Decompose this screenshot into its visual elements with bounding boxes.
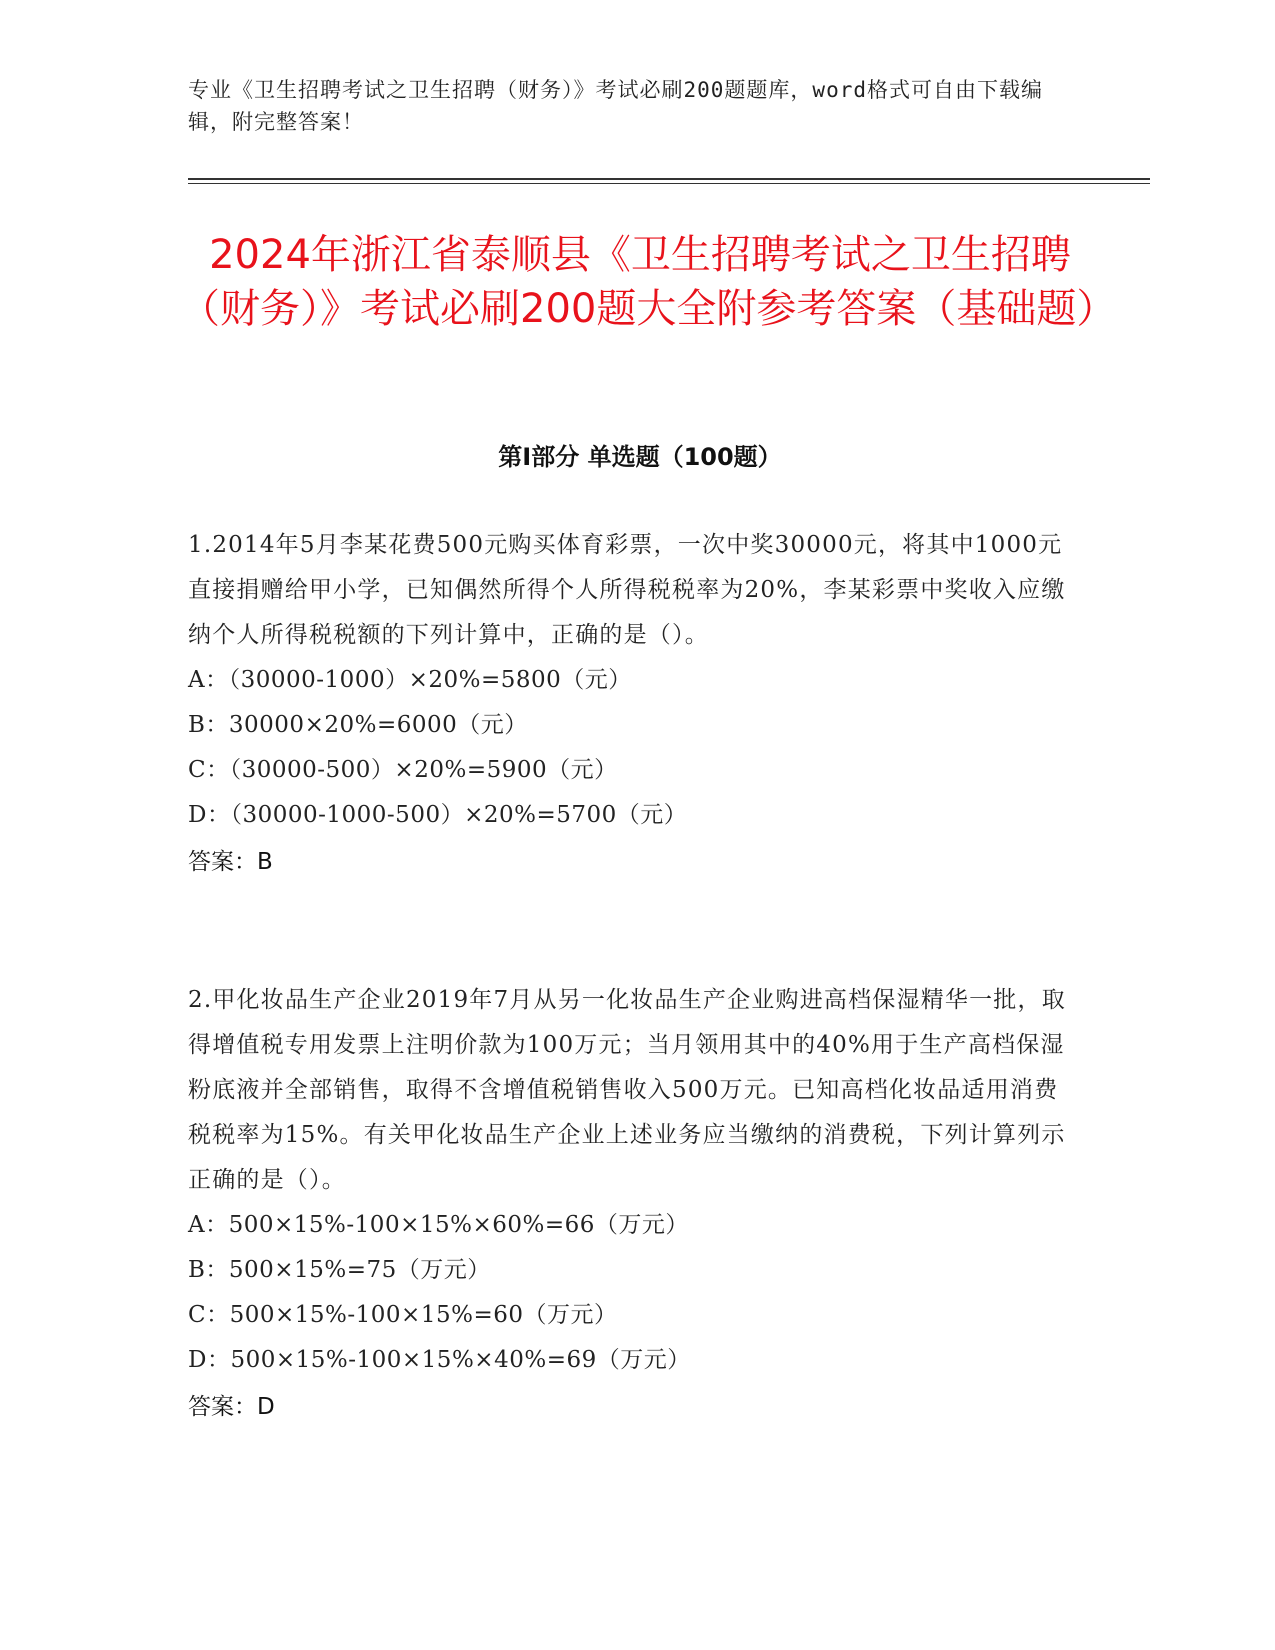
option-c: C：（30000-500）×20%=5900（元） [188, 757, 618, 783]
answer-label: 答案：D [188, 1394, 275, 1420]
option-d: D：（30000-1000-500）×20%=5700（元） [188, 802, 688, 828]
option-a: A：500×15%-100×15%×60%=66（万元） [188, 1212, 689, 1238]
option-c: C：500×15%-100×15%=60（万元） [188, 1302, 618, 1328]
question-stem: 2.甲化妆品生产企业2019年7月从另一化妆品生产企业购进高档保湿精华一批，取得增值税专用发票上注明价款为100万元；当月领用其中的40%用于生产高档保湿粉底液并全部销售，取得不含增值税销售收入500万元。已知高档化妆品适用消费税税率为15%。有关甲化妆品生产企业上述业务应当缴纳的消费税，下列计算列示正确的是（）。 [188, 987, 1066, 1193]
option-b: B：30000×20%=6000（元） [188, 712, 528, 738]
header-note: 专业《卫生招聘考试之卫生招聘（财务）》考试必刷200题题库，word格式可自由下载编辑，附完整答案！ [188, 78, 1043, 134]
section-heading: 第I部分 单选题（100题） [498, 443, 782, 471]
document-title: 2024年浙江省泰顺县《卫生招聘考试之卫生招聘（财务）》考试必刷200题大全附参考答案（基础题） [180, 232, 1117, 332]
option-d: D：500×15%-100×15%×40%=69（万元） [188, 1347, 691, 1373]
question-stem: 1.2014年5月李某花费500元购买体育彩票，一次中奖30000元，将其中1000元直接捐赠给甲小学，已知偶然所得个人所得税税率为20%，李某彩票中奖收入应缴纳个人所得税税额的下列计算中，正确的是（）。 [188, 532, 1066, 648]
header-divider-thick [188, 178, 1150, 180]
header-divider-thin [188, 183, 1150, 184]
option-a: A：（30000-1000）×20%=5800（元） [188, 667, 632, 693]
question-1 [188, 523, 1068, 886]
option-b: B：500×15%=75（万元） [188, 1257, 491, 1283]
question-2 [188, 978, 1068, 1431]
answer-label: 答案：B [188, 849, 273, 875]
